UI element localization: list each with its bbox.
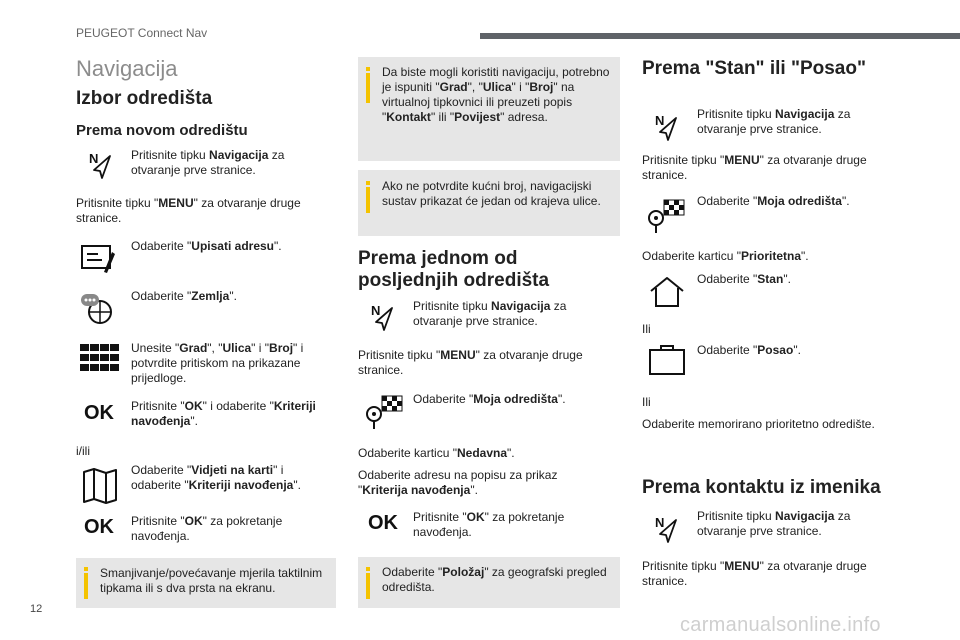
heading-prema-novom-odredistu: Prema novom odredištu — [76, 122, 248, 139]
enter-address-icon — [80, 242, 116, 276]
my-destinations-icon — [646, 198, 686, 234]
paragraph: Pritisnite tipku "MENU" za otvaranje druge stranice. — [358, 348, 583, 377]
step-text: Odaberite "Zemlja". — [131, 289, 237, 303]
step-text: Pritisnite tipku Navigacija za otvaranje prve stranice. — [413, 299, 567, 328]
svg-text:N: N — [89, 151, 99, 166]
step-text: Pritisnite tipku Navigacija za otvaranje prve stranice. — [697, 107, 851, 136]
info-note-text: Smanjivanje/povećavanje mjerila taktilnim tipkama ili s dva prsta na ekranu. — [100, 566, 323, 595]
paragraph: Odaberite karticu "Nedavna". — [358, 446, 515, 460]
heading-prema-stan-ili-posao: Prema "Stan" ili "Posao" — [642, 58, 866, 79]
step-text: Pritisnite "OK" i odaberite "Kriteriji navođenja". — [131, 399, 316, 428]
info-note-text: Ako ne potvrdite kućni broj, navigacijski sustav prikazat će jedan od krajeva ulice. — [382, 179, 601, 208]
info-note — [358, 557, 620, 608]
page-number: 12 — [30, 603, 43, 615]
paragraph: Pritisnite tipku "MENU" za otvaranje druge stranice. — [642, 153, 867, 182]
step-text: Odaberite "Upisati adresu". — [131, 239, 282, 253]
svg-text:N: N — [655, 515, 665, 530]
svg-text:N: N — [371, 303, 381, 318]
paragraph: Pritisnite tipku "MENU" za otvaranje druge stranice. — [642, 559, 867, 588]
info-note-text: Odaberite "Položaj" za geografski pregled odredišta. — [382, 565, 607, 594]
ok-icon: OK — [84, 402, 114, 424]
home-icon — [648, 276, 686, 308]
navigation-icon — [654, 514, 680, 544]
paragraph: Pritisnite tipku "MENU" za otvaranje druge stranice. — [76, 196, 301, 225]
navigation-icon — [654, 112, 680, 142]
header-bar — [480, 33, 960, 39]
step-text: Pritisnite tipku Navigacija za otvaranje prve stranice. — [131, 148, 285, 177]
or-label: Ili — [642, 395, 651, 409]
info-note-text: Da biste mogli koristiti navigaciju, potrebno je ispuniti "Grad", "Ulica" i "Broj" na virtualnoj tipkovnici ili preuzeti popis "Kontakt" ili "Povijest" adresa. — [382, 65, 610, 124]
step-text: Odaberite "Vidjeti na karti" i odaberite "Kriteriji navođenja". — [131, 463, 301, 492]
step-text: Odaberite "Moja odredišta". — [697, 194, 850, 208]
heading-prema-jednom-od-posljednjih: Prema jednom od posljednjih odredišta — [358, 248, 550, 291]
paragraph: Odaberite memorirano prioritetno odredište. — [642, 417, 875, 431]
map-icon — [82, 468, 118, 504]
heading-prema-kontaktu-iz-imenika: Prema kontaktu iz imenika — [642, 477, 881, 498]
navigation-icon — [88, 150, 114, 180]
navigation-icon — [370, 302, 396, 332]
page-header-title: PEUGEOT Connect Nav — [76, 26, 208, 40]
step-text: Odaberite "Stan". — [697, 272, 791, 286]
watermark: carmanualsonline.info — [680, 614, 881, 636]
ok-icon: OK — [84, 516, 114, 538]
country-icon — [80, 292, 116, 326]
step-text: Unesite "Grad", "Ulica" i "Broj" i potvrdite pritiskom na prikazane prijedloge. — [131, 341, 304, 385]
step-text: Pritisnite "OK" za pokretanje navođenja. — [131, 514, 283, 543]
or-label: Ili — [642, 322, 651, 336]
info-note — [358, 57, 620, 161]
heading-izbor-odredista: Izbor odredišta — [76, 88, 213, 109]
paragraph: Odaberite adresu na popisu za prikaz "Kriterija navođenja". — [358, 468, 558, 497]
info-note — [358, 170, 620, 236]
svg-text:N: N — [655, 113, 665, 128]
work-icon — [648, 344, 686, 376]
step-text: Pritisnite "OK" za pokretanje navođenja. — [413, 510, 565, 539]
my-destinations-icon — [364, 394, 404, 430]
step-text: Pritisnite tipku Navigacija za otvaranje prve stranice. — [697, 509, 851, 538]
paragraph: Odaberite karticu "Prioritetna". — [642, 249, 809, 263]
step-text: Odaberite "Posao". — [697, 343, 801, 357]
ok-icon: OK — [368, 512, 398, 534]
or-label: i/ili — [76, 444, 90, 458]
info-note — [76, 558, 336, 608]
step-text: Odaberite "Moja odredišta". — [413, 392, 566, 406]
keyboard-icon — [80, 344, 120, 374]
section-title: Navigacija — [76, 56, 178, 81]
